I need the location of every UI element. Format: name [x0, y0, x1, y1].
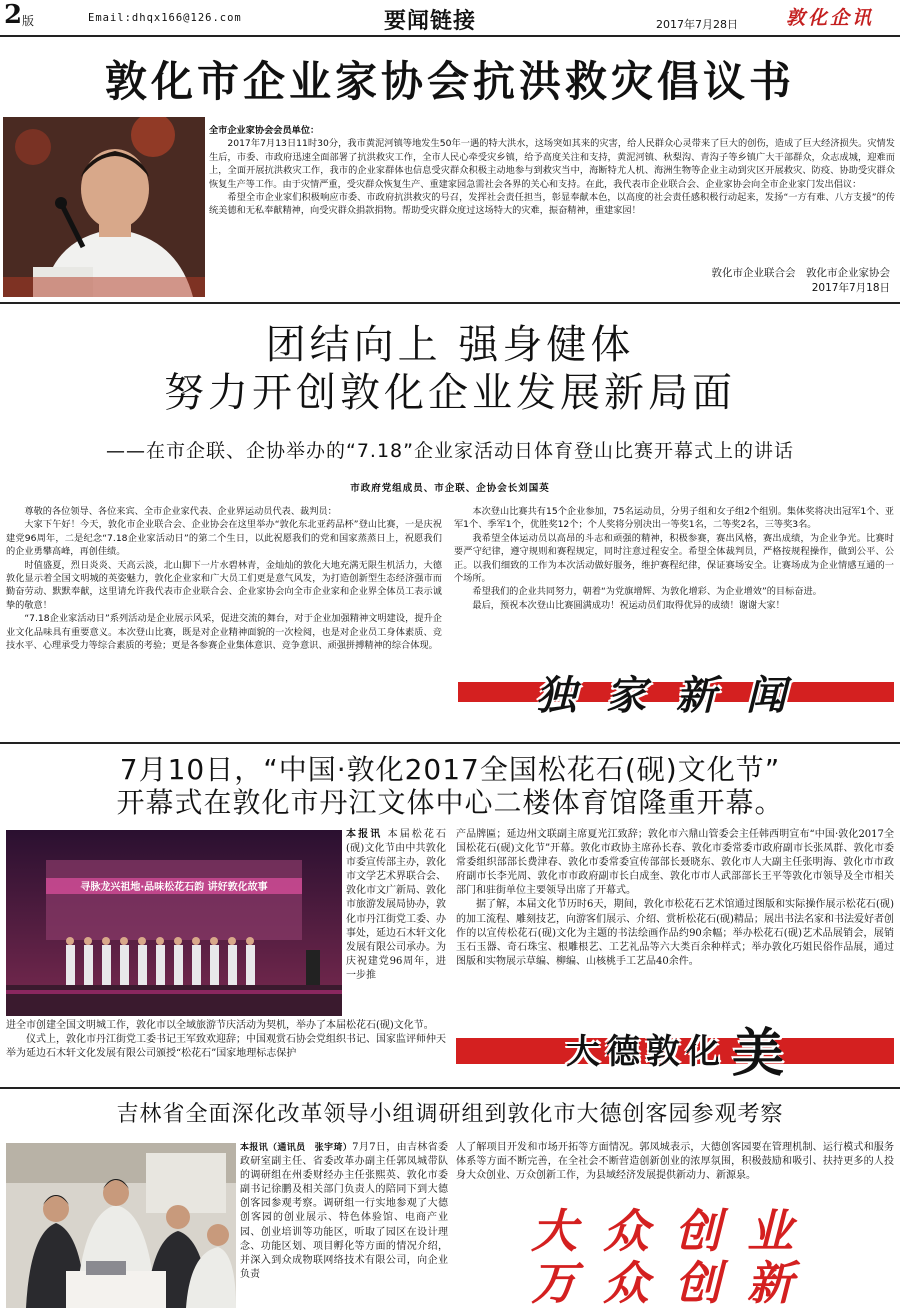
article1-signature: 敦化市企业联合会 敦化市企业家协会 [711, 267, 890, 279]
article1-body [209, 124, 895, 218]
article4-narrow-column [240, 1141, 448, 1282]
article4-lead: 本报讯（通讯员 张宇琦） [240, 1143, 353, 1153]
article3-paragraph: 据了解，本届文化节历时6天，期间，敦化市松花石艺术馆通过图版和实际操作展示松花石(砚)的加工流程、雕刻技艺，向游客们展示、介绍、赏析松花石(砚)精品；展出书法名家和书法爱好者创作的以宣传松花石(砚)文化为主题的书法绘画作品约90余幅；举办松花石(砚)艺术品展销会，展销玉石玉器、奇石珠宝、根雕根艺、工艺礼品等六大类百余种样式；举办敦化巧姐民俗作品展，通过图版和实物展示草编、柳编、山核桃手工艺品40余件。 [456, 899, 894, 967]
article1-sign-date: 2017年7月18日 [811, 282, 890, 294]
article3-continued-line: 仪式上，敦化市丹江街党工委书记王军致欢迎辞；中国观赏石协会党组织书记、国家监评师仲天举为延边石木轩文化发展有限公司颁授“松花石”国家地理标志保护 [6, 1034, 446, 1060]
article2-paragraph: 希望我们的企业共同努力，朝着“为党旗增辉、为敦化增彩、为企业增效”的目标奋进。 [472, 586, 822, 598]
article2-author: 市政府党组成员、市企联、企协会长刘国英 [350, 483, 550, 494]
article2-right-column [454, 505, 894, 612]
article3-rule [0, 1087, 900, 1089]
page-header [0, 0, 900, 34]
article2-left-column [6, 505, 442, 652]
article4-narrow-text: 7月7日，由吉林省委政研室副主任、省委改革办副主任郭凤城带队的调研组在州委财经办主任张熙英、敦化市委副书记徐鹏及相关部门负责人的陪同下到大德创客园参观考察。调研组一行实地参观了大德创客园的创业展示、特色体验馆、电商产业园、创业培训等功能区，听取了园区在设计理念、功能区划、项目孵化等方面的情况介绍，并深入到众成物联网络技术有限公司，向企业负责 [240, 1142, 448, 1280]
article2-paragraph: 大家下午好！今天，敦化市企业联合会、企业协会在这里举办“敦化东北亚药品杯”登山比赛，一是庆祝建党96周年，二是纪念“7.18企业家活动日”的第二个生日，以此祝愿我们的党和国家蒸蒸日上，祝愿我们的企业勇攀高峰，再创佳绩。 [6, 519, 442, 558]
article2-subtitle: ——在市企联、企协举办的“7.18”企业家活动日体育登山比赛开幕式上的讲话 [106, 440, 794, 462]
article3-right-column [456, 828, 894, 969]
article1-paragraph: 2017年7月13日11时30分，我市黄泥河镇等地发生50年一遇的特大洪水，这场突如其来的灾害，给人民群众心灵带来了巨大的创伤，造成了巨大经济损失。灾情发生后，市委、市政府迅速全面部署了抗洪救灾工作，全市人民心牵受灾乡镇，给予高度关注和支持，黄泥河镇、秋梨沟、青沟子等乡镇广大干部群众，众志成城，迎难而上，全面开展抗洪救灾工作，我市的企业家群体也信息受灾群众积极主动地参与到救灾当中，海断特尤人机、海洲生物等企业主动到灾区开展救灾、防疫、协助受灾群众恢复生产等工作。由于灾情严重，受灾群众恢复生产、重建家园急需社会各界的关心和支持。在此，我代表市企业联合会、企业家协会向全市企业家门发出倡议： [209, 138, 895, 190]
article3-narrow-text: 本届松花石(砚)文化节由中共敦化市委宣传部主办，敦化市文学艺术界联合会、敦化市文广新局、敦化市旅游发展局协办，敦化市丹江街党工委、办事处，延边石木轩文化发展有限公司承办。为庆祝建党96周年，进一步推 [346, 829, 446, 981]
speaker-photo-illustration [3, 117, 205, 297]
page-number: 2 [4, 0, 23, 30]
contact-email: Email:dhqx166@126.com [88, 12, 242, 24]
dade-dunhua-label: 大德敦化 [565, 1031, 726, 1072]
article3-continued [6, 1019, 446, 1061]
article3-narrow-column [346, 828, 446, 983]
exclusive-news-label: 独家新闻 [536, 671, 816, 719]
article1-title: 敦化市企业家协会抗洪救灾倡议书 [104, 57, 795, 106]
article1-paragraph: 希望全市企业家们积极响应市委、市政府抗洪救灾的号召，发挥社会责任担当，彰显奉献本色，以高度的社会责任感积极行动起来，发扬“一方有难、八方支援”的传统美德和无私奉献精神，向受灾群众捐款捐物。帮助受灾群众度过这场特大的灾难，振奋精神，重建家园！ [209, 192, 895, 217]
ceremony-stage-illustration [6, 830, 342, 1016]
article3-continued-line: 进全市创建全国文明城工作，敦化市以全域旅游节庆活动为契机，举办了本届松花石(砚)文化节。 [6, 1020, 434, 1031]
masthead-logo: 敦化企讯 [786, 7, 875, 29]
mass-innovation-line2: 万众创新 [531, 1256, 819, 1310]
article3-paragraph: 产品牌匾；延边州文联副主席夏光江致辞；敦化市六鼎山管委会主任韩西明宣布“中国·敦化2017全国松花石(砚)文化节”开幕。敦化市政协主席孙长春、敦化市委常委市政府副市长张凤群、敦化市委常委组织部部长费津春、敦化市委常委宣传部部长聂晓东、敦化市人大副主任张明海、敦化市市政府副市长李光周、敦化市市政府副市长白成奎、敦化市市人武部部长王平等敦化市领导及全市相关部门和驻街单位主要领导出席了开幕式。 [456, 829, 894, 897]
header-rule [0, 35, 900, 37]
dade-dunhua-banner [456, 1018, 894, 1084]
article3-title-line2: 开幕式在敦化市丹江文体中心二楼体育馆隆重开幕。 [116, 786, 784, 819]
mass-innovation-line1: 大众创业 [531, 1204, 819, 1258]
article2-title-line2: 努力开创敦化企业发展新局面 [164, 370, 736, 416]
article4-title: 吉林省全面深化改革领导小组调研组到敦化市大德创客园参观考察 [116, 1102, 784, 1127]
article3-title-line1: 7月10日，“中国·敦化2017全国松花石(砚)文化节” [119, 753, 781, 786]
article2-paragraph: 最后，预祝本次登山比赛圆满成功！祝运动员们取得优异的成绩！谢谢大家！ [472, 599, 785, 611]
article2-paragraph: “7.18企业家活动日”系列活动是企业展示风采，促进交流的舞台，对于企业加强精神文明建设，提升企业文化品味具有重要意义。本次登山比赛，既是对企业精神面貌的一次检阅，也是对企业员工身体素质、竞技水平、心理承受力等综合素质的考验；更是各参赛企业集体意识、竞争意识、顽强拼搏精神的综合体现。 [6, 613, 442, 652]
stage-backdrop-text: 寻脉龙兴祖地·品味松花石韵 讲好敦化故事 [80, 882, 268, 893]
article2-title-line1: 团结向上 强身健体 [265, 322, 635, 368]
visit-photo-illustration [6, 1143, 236, 1308]
article1-salutation: 全市企业家协会会员单位： [209, 125, 320, 136]
dade-dunhua-accent: 美 [731, 1023, 784, 1084]
article1-photo [3, 117, 205, 297]
article1-rule [0, 302, 900, 304]
article2-rule [0, 742, 900, 744]
issue-date: 2017年7月28日 [656, 18, 738, 31]
exclusive-news-banner [458, 668, 894, 719]
mass-innovation-banner [456, 1204, 894, 1312]
article3-photo [6, 830, 342, 1016]
article4-photo [6, 1143, 236, 1308]
article3-lead-label: 本报讯 [346, 829, 383, 840]
article2-paragraph: 我希望全体运动员以高昂的斗志和顽强的精神，积极参赛，赛出风格，赛出成绩，为企业争光。比赛时要严守纪律，遵守规则和赛程规定，同时注意过程安全。希望全体裁判员，严格按规程操作，做到公平、公正。以我们细致的工作为本次活动做好服务，维护赛程纪律，保证赛场安全。让赛场成为企业情感互通的一个场所。 [454, 532, 894, 585]
article4-right-column [456, 1141, 894, 1183]
article2-paragraph: 时值盛夏，烈日炎炎、天高云淡，北山脚下一片水碧林青，金灿灿的敦化大地充满无限生机活力，大德敦化显示着全国文明城的英姿魅力，敦化企业家和广大员工们更是意气风发，为打造创新型生态经济强市而勤奋劳动、默默奉献，这里请允许我代表市企业联合会、企业家协会向全市企业家和企业界全体员工表示诚挚的敬意！ [6, 559, 442, 611]
page-suffix: 版 [22, 14, 35, 28]
section-title: 要闻链接 [384, 9, 477, 34]
article2-paragraph: 本次登山比赛共有15个企业参加，75名运动员，分男子组和女子组2个组别。集体奖将决出冠军1个、亚军1个、季军1个，优胜奖12个；个人奖将分别决出一等奖1名，二等奖2名，三等奖3名。 [454, 506, 894, 531]
article2-paragraph: 尊敬的各位领导、各位来宾、全市企业家代表、企业界运动员代表、裁判员： [24, 506, 337, 517]
article4-paragraph: 人了解项目开发和市场开拓等方面情况。郭凤城表示，大德创客园要在管理机制、运行模式和服务体系等方面不断完善，在全社会不断营造创新创业的浓厚氛围，积极鼓励和吸引、扶持更多的人投身大众创业、万众创新工作，为县域经济发展提供新动力、新源泉。 [456, 1142, 894, 1182]
